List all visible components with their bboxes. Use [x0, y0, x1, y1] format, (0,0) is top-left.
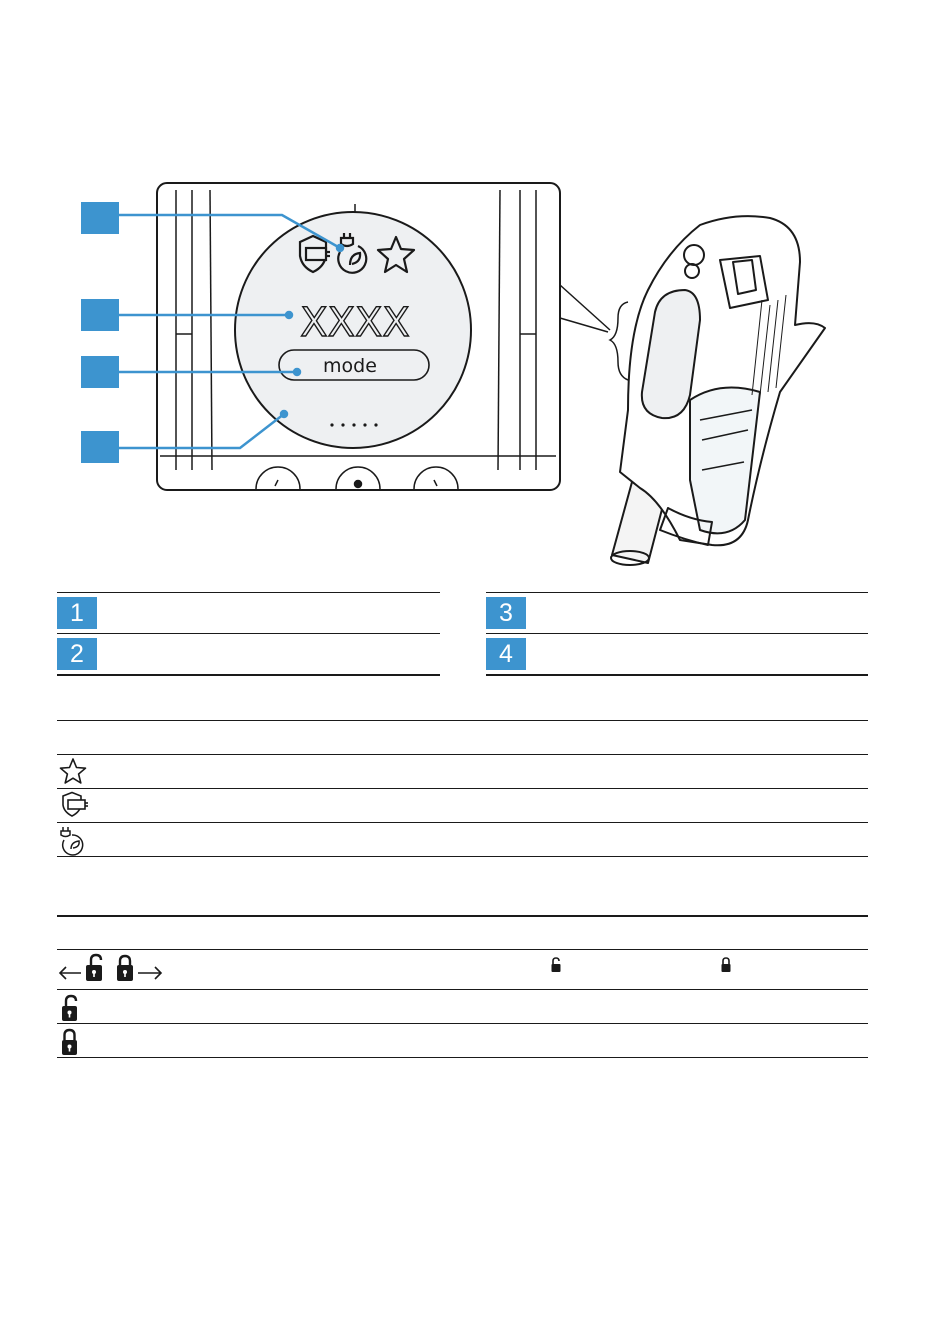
table-rule — [57, 788, 868, 789]
callout-badge-4 — [81, 431, 119, 463]
table-rule — [57, 822, 868, 823]
battery-shield-icon — [60, 791, 92, 824]
table-rule — [57, 989, 868, 990]
legend-row — [57, 592, 440, 634]
vacuum-illustration — [611, 216, 825, 565]
table-rule — [57, 915, 868, 917]
star-icon — [57, 756, 89, 791]
table-rule — [57, 856, 868, 857]
inline-unlocked-icon — [550, 957, 562, 978]
callout-badge-2 — [81, 299, 119, 331]
legend-number-badge: 4 — [486, 638, 526, 670]
callout-badge-1 — [81, 202, 119, 234]
table-rule — [57, 949, 868, 950]
display-panel-illustration — [0, 0, 933, 580]
zoom-connector — [560, 285, 628, 380]
legend-number-badge: 2 — [57, 638, 97, 670]
callout-badge-3 — [81, 356, 119, 388]
table-rule — [57, 1023, 868, 1024]
legend-divider — [57, 674, 440, 676]
legend-divider — [486, 674, 868, 676]
table-rule — [57, 720, 868, 721]
legend-row — [486, 592, 868, 634]
legend-row — [486, 633, 868, 675]
legend-number-badge: 3 — [486, 597, 526, 629]
table-rule — [57, 1057, 868, 1058]
legend-number-badge: 1 — [57, 597, 97, 629]
inline-locked-icon — [720, 957, 732, 978]
lock-toggle-icon — [57, 952, 167, 989]
display-text: XXXX — [300, 300, 410, 346]
legend-row — [57, 633, 440, 675]
mode-label: mode — [323, 355, 377, 377]
table-rule — [57, 754, 868, 755]
